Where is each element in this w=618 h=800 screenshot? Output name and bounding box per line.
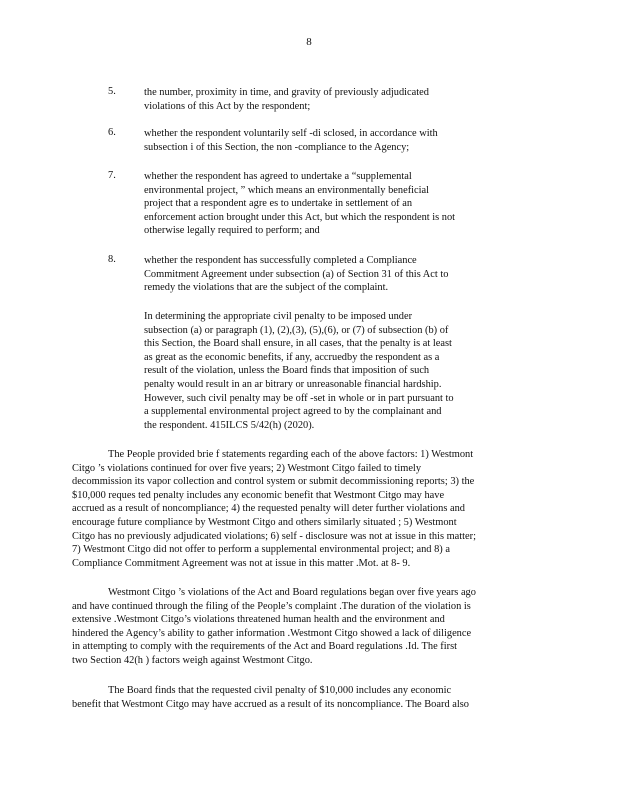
item-text [144, 170, 455, 238]
item-text [144, 127, 438, 154]
item-number: 6. [108, 127, 116, 138]
indented-paragraph [144, 310, 454, 432]
body-paragraph [72, 684, 534, 711]
body-paragraph [72, 448, 534, 570]
item-number: 8. [108, 254, 116, 265]
text-line: Citgo has no previously adjudicated violations; 6) self - disclosure was not at issue in this matter; [72, 530, 477, 542]
text-line: subsection i of this Section, the non -compliance to the Agency; [144, 141, 410, 153]
item-text [144, 254, 448, 295]
text-line: remedy the violations that are the subject of the complaint. [144, 282, 389, 294]
text-line: 7) Westmont Citgo did not offer to perform a supplemental environmental project; and 8) a [72, 544, 450, 556]
text-line: the number, proximity in time, and gravity of previously adjudicated [144, 87, 429, 98]
text-line: two Section 42(h ) factors weigh against Westmont Citgo. [72, 654, 313, 666]
text-line: The People provided brie f statements regarding each of the above factors: 1) Westmont [108, 449, 474, 460]
text-line: encourage future compliance by Westmont Citgo and others similarly situated ; 5) Westmont [72, 516, 457, 528]
text-line: benefit that Westmont Citgo may have accrued as a result of its noncompliance. The Board also [72, 698, 469, 710]
text-line: result of the violation, unless the Board finds that imposition of such [144, 365, 430, 377]
text-line: whether the respondent voluntarily self -di sclosed, in accordance with [144, 128, 438, 139]
body-paragraph [72, 586, 534, 668]
text-line: However, such civil penalty may be off -set in whole or in part pursuant to [144, 392, 454, 404]
text-line: The Board finds that the requested civil penalty of $10,000 includes any economic [108, 685, 452, 696]
text-line: hindered the Agency’s ability to gather information .Westmont Citgo showed a lack of diligence [72, 627, 472, 639]
text-line: and have continued through the filing of the People’s complaint .The duration of the violation is [72, 600, 471, 612]
text-line: In determining the appropriate civil penalty to be imposed under [144, 311, 413, 322]
text-line: environmental project, ” which means an environmentally beneficial [144, 184, 430, 196]
text-line: violations of this Act by the respondent; [144, 100, 311, 112]
item-number: 7. [108, 170, 116, 181]
text-line: decommission its vapor collection and control system or submit decommissioning reports; 3) the [72, 476, 475, 488]
text-line: whether the respondent has agreed to undertake a “supplemental [144, 171, 412, 182]
text-line: otherwise legally required to perform; and [144, 225, 320, 237]
text-line: $10,000 reques ted penalty includes any economic benefit that Westmont Citgo may have [72, 489, 445, 501]
text-line: subsection (a) or paragraph (1), (2),(3), (5),(6), or (7) of subsection (b) of [144, 324, 449, 336]
text-line: Westmont Citgo ’s violations of the Act and Board regulations began over five years ago [108, 587, 476, 598]
text-line: Citgo ’s violations continued for over five years; 2) Westmont Citgo failed to timely [72, 462, 422, 474]
text-line: penalty would result in an ar bitrary or unreasonable financial hardship. [144, 378, 442, 390]
item-text [144, 86, 429, 113]
text-line: as great as the economic benefits, if any, accruedby the respondent as a [144, 351, 440, 363]
text-line: this Section, the Board shall ensure, in all cases, that the penalty is at least [144, 338, 452, 350]
page-number: 8 [306, 36, 312, 48]
text-line: in attempting to comply with the requirements of the Act and Board regulations .Id. The first [72, 641, 458, 653]
item-number: 5. [108, 86, 116, 97]
text-line: accrued as a result of noncompliance; 4) the requested penalty will deter further violations and [72, 503, 465, 515]
text-line: enforcement action brought under this Act, but which the respondent is not [144, 211, 456, 223]
text-line: a supplemental environmental project agreed to by the complainant and [144, 406, 442, 418]
text-line: whether the respondent has successfully completed a Compliance [144, 255, 417, 266]
text-line: Commitment Agreement under subsection (a) of Section 31 of this Act to [144, 268, 449, 280]
text-line: extensive .Westmont Citgo’s violations threatened human health and the environment and [72, 614, 445, 626]
text-line: Compliance Commitment Agreement was not at issue in this matter .Mot. at 8- 9. [72, 557, 411, 569]
text-line: the respondent. 415ILCS 5/42(h) (2020). [144, 419, 315, 431]
text-line: project that a respondent agre es to undertake in settlement of an [144, 198, 413, 210]
